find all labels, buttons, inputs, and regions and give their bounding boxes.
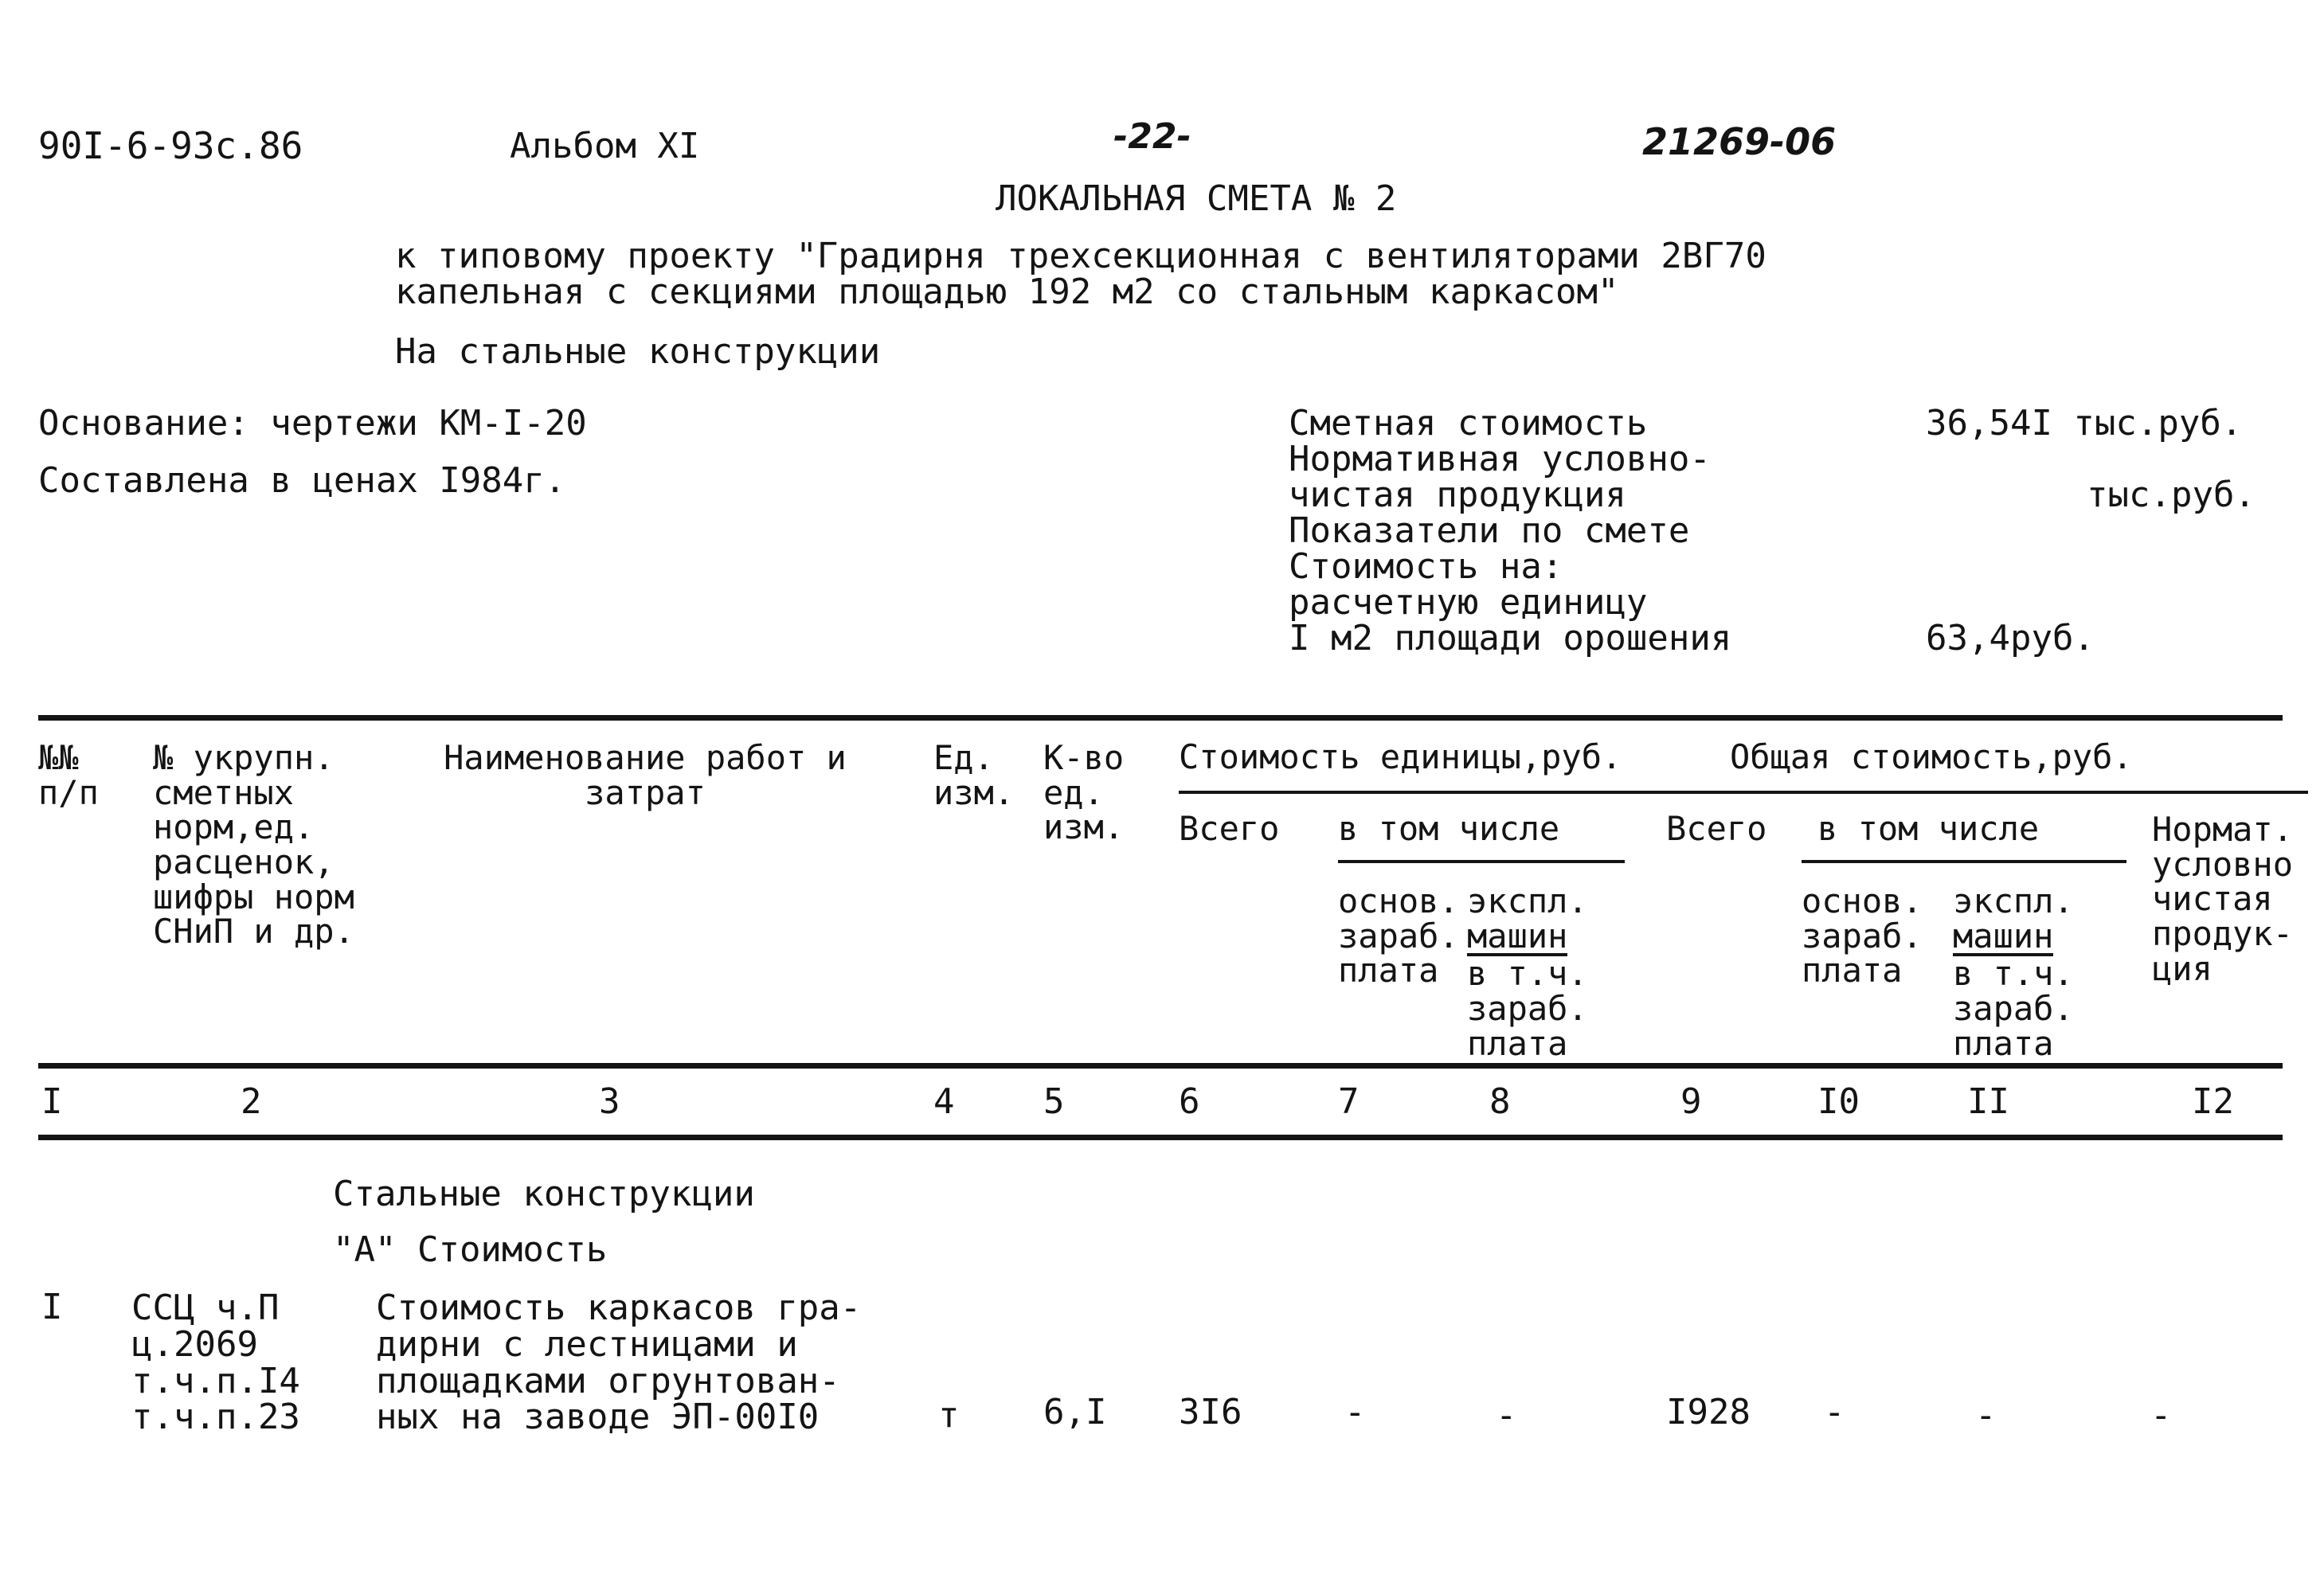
col-number-11: II xyxy=(1967,1081,2009,1122)
price-level-line: Составлена в ценах I984г. xyxy=(38,460,566,501)
header-total-cost: Общая стоимость,руб. xyxy=(1730,737,2133,776)
row-number: I xyxy=(41,1287,63,1327)
header-unit-wage: основ. зараб. плата xyxy=(1338,881,1459,991)
col-number-1: I xyxy=(41,1081,63,1122)
header-col-5: К-во ед. изм. xyxy=(1043,738,1125,847)
col-number-6: 6 xyxy=(1179,1081,1200,1122)
header-col-2: № укрупн. сметных норм,ед. расценок, шифры норм СНиП и др. xyxy=(153,738,354,952)
col-number-10: I0 xyxy=(1817,1081,1860,1122)
row-total-wage: - xyxy=(1824,1392,1845,1432)
header-unit-total: Всего xyxy=(1179,809,1280,848)
header-col-12: Нормат. условно чистая продук- ция xyxy=(2152,810,2294,988)
col-number-4: 4 xyxy=(933,1081,955,1122)
header-total-wage: основ. зараб. плата xyxy=(1802,881,1923,991)
col-numbers-rule xyxy=(38,1135,2283,1140)
estimated-cost-label: Сметная стоимость xyxy=(1289,403,1648,444)
header-col-1: №№ п/п xyxy=(38,738,99,812)
album-label: Альбом XI xyxy=(510,126,700,166)
row-code: ССЦ ч.П ц.2069 т.ч.п.I4 т.ч.п.23 xyxy=(131,1288,300,1438)
normative-value: тыс.руб. xyxy=(2087,475,2256,515)
col-number-9: 9 xyxy=(1680,1081,1702,1122)
header-total-machines: экспл. машин в т.ч. зараб. плата xyxy=(1953,881,2074,1063)
normative-label-1: Нормативная условно- xyxy=(1289,439,1711,479)
section-subheading: "А" Стоимость xyxy=(333,1229,608,1270)
page-number: -22- xyxy=(1113,116,1191,157)
col-number-7: 7 xyxy=(1338,1081,1360,1122)
header-total-total: Всего xyxy=(1666,809,1767,848)
row-quantity: 6,I xyxy=(1043,1392,1107,1432)
cost-group-rule xyxy=(1179,791,2308,794)
col-number-5: 5 xyxy=(1043,1081,1065,1122)
row-unit-machines: - xyxy=(1496,1395,1517,1436)
subtitle-line-1: к типовому проекту "Градирня трехсекционная с вентиляторами 2ВГ70 xyxy=(395,236,1766,276)
archive-number: 21269-06 xyxy=(1642,120,1837,163)
col-number-3: 3 xyxy=(599,1081,620,1122)
row-unit: т xyxy=(938,1395,960,1436)
col-number-12: I2 xyxy=(2192,1081,2234,1122)
header-col-4: Ед. изм. xyxy=(933,738,1015,812)
row-name: Стоимость каркасов гра- дирни с лестницами и площадками огрунтован- ных на заводе ЭП-00I0 xyxy=(376,1288,862,1438)
section-heading: Стальные конструкции xyxy=(333,1174,755,1214)
col-number-8: 8 xyxy=(1489,1081,1511,1122)
header-total-incl: в том числе xyxy=(1817,809,2040,848)
subtitle-line-2: капельная с секциями площадью 192 м2 со стальным каркасом" xyxy=(395,272,1619,312)
indicators-label-2: Стоимость на: xyxy=(1289,546,1563,587)
unit-incl-rule xyxy=(1338,860,1625,863)
estimate-subject: На стальные конструкции xyxy=(395,331,881,372)
row-normative: - xyxy=(2150,1395,2172,1436)
table-top-rule xyxy=(38,715,2283,721)
indicators-label-3: расчетную единицу xyxy=(1289,582,1648,623)
basis-line: Основание: чертежи КМ-I-20 xyxy=(38,403,587,444)
normative-label-2: чистая продукция xyxy=(1289,475,1626,515)
header-col-3: Наименование работ и затрат xyxy=(444,738,847,812)
page-title: ЛОКАЛЬНАЯ СМЕТА № 2 xyxy=(996,178,1397,219)
row-total-machines: - xyxy=(1975,1395,1997,1436)
estimated-cost-value: 36,54I тыс.руб. xyxy=(1926,403,2243,444)
header-unit-cost: Стоимость единицы,руб. xyxy=(1179,737,1622,776)
indicators-label-4: I м2 площади орошения xyxy=(1289,618,1732,658)
header-unit-incl: в том числе xyxy=(1338,809,1560,848)
header-unit-machines: экспл. машин в т.ч. зараб. плата xyxy=(1467,881,1588,1063)
indicators-label-1: Показатели по смете xyxy=(1289,510,1690,551)
row-total: I928 xyxy=(1666,1392,1751,1432)
total-incl-rule xyxy=(1802,860,2126,863)
header-bottom-rule xyxy=(38,1063,2283,1069)
indicators-value: 63,4руб. xyxy=(1926,618,2095,658)
row-unit-wage: - xyxy=(1344,1392,1366,1432)
col-number-2: 2 xyxy=(241,1081,262,1122)
row-unit-total: 3I6 xyxy=(1179,1392,1242,1432)
doc-code: 90I-6-93с.86 xyxy=(38,124,303,167)
